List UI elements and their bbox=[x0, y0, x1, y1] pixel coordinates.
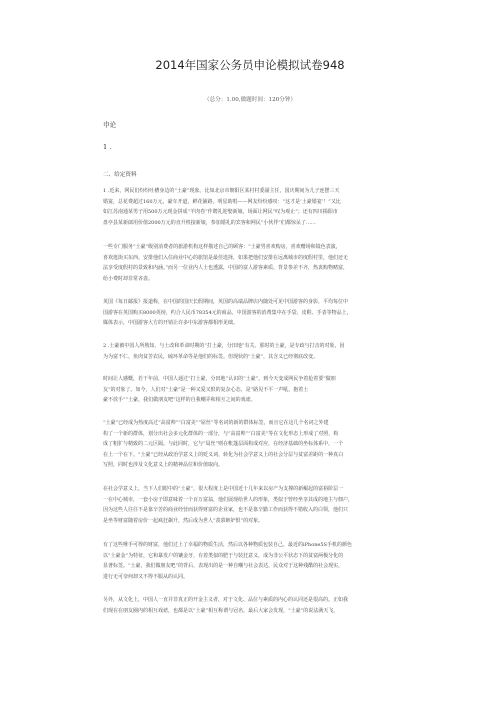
paragraph-line: 们现在在朋友圈内的相互戏谑，也都是以“土豪”相互称谓与冠名，最后大家会发现，“土豪”的说法满天飞， bbox=[103, 607, 339, 614]
paragraph-line: 显著标签。“土豪，我们做朋友吧”的背后，表现出的是一种自嘲与社会表达，民众对于这种残酷的社会现实， bbox=[103, 563, 344, 570]
paragraph-line: 一些专门服务“土豪”级别消费者的旅游机构这样描述自己的顾客：“土豪男喜欢购房，喜欢赠场和镜色表演， bbox=[103, 244, 341, 250]
document-subtitle: （总分：1.00,做题时间：120分钟） bbox=[203, 97, 297, 103]
paragraph-line: 在社会学意义上，当下人们眼中的“土豪”，很大程度上是中国近十几年来以房产为支撑的新崛起的富裕阶层一 bbox=[103, 486, 344, 492]
paragraph-line: 写照，同时也涉及文化意义上的精神品位和价值取向。 bbox=[103, 462, 224, 469]
paragraph-line: 另外，从文化上，中国人一直并非真正的开金主义者，对于文化、品位与素质的内心的认同还是很高的。正如我 bbox=[103, 597, 349, 603]
material-paragraph bbox=[103, 297, 403, 329]
question-number: 1 . bbox=[103, 143, 112, 151]
paragraph-line: 法享受度假村的景致和内涵。”而另一位业内人士也透露，中国的富人游客素质、背景参差不齐，热衷购物赌富， bbox=[103, 265, 349, 272]
material-paragraph bbox=[103, 341, 403, 362]
material-paragraph bbox=[103, 418, 403, 471]
paragraph-line: 媒体表示，中国游客大方的开销让许多中东游客都相形见绌。 bbox=[103, 320, 239, 327]
paragraph-line: “土豪”已经成为热度高过“高富帅”“白富美”“屌丝”等名词的新的群体标签，而且它在这几个名词之外建 bbox=[103, 420, 329, 426]
paragraph-line: 成了粗犷与精致的二元区隔。与此同时，它与“局丝”则在帐篷层面构成对应，在经济基础的坐标体系中，一个 bbox=[103, 441, 344, 448]
material-paragraph bbox=[103, 186, 403, 228]
section-label: 申论 bbox=[103, 121, 117, 129]
paragraph-line: 国游客在英国购买8000英镑，约合人民币78354元的商品。中国游客的消费集中在手袋、皮鞋、手表等物品上， bbox=[103, 309, 352, 316]
paragraph-line: 豪不放手”“土豪，我们做朋友吧”这样的自我嘲弄和相互之间的戏谑。 bbox=[103, 397, 256, 404]
given-materials-heading: 二、给定资料 bbox=[103, 172, 137, 178]
document-title: 2014年国家公务员申论模拟试卷948 bbox=[155, 58, 345, 72]
paragraph-line: 一在中心城市，一套小房子即意味着一个百万富翁，他们展现给世人的形象，类似于曾经坐享其成的地主与佃户， bbox=[103, 496, 354, 503]
paragraph-line: 时间让人感慨，若干年前，中国人通过“打土豪，分田地”认识的“土豪”，到今天变成网民争着抢着要“做朋 bbox=[103, 376, 336, 382]
material-paragraph bbox=[103, 484, 403, 526]
paragraph-line: 盘亭县某新郎用价值2000万元的直升机接新娘，参加婚礼的宾客和网民“小伙伴”们都惊呆了…… bbox=[103, 219, 316, 226]
paragraph-line: 友”的对象了。如今，人们对“土豪”是一种又爱又恨的复杂心态，是“路见不平一声吼，抱着土 bbox=[103, 386, 309, 393]
paragraph-line: 婚宴，总花费超过160万元，豪车开道，鲜花铺路，明星助唱——网友纷纷感叹：“这才是‘土豪婚宴’！”又比 bbox=[103, 198, 341, 205]
paragraph-line: 英国《每日邮报》报道称，在中国的国庆长假期间，英国的高端品牌店内随处可见中国游客的身影，平均每位中 bbox=[103, 299, 349, 305]
paragraph-line: 在上一个在下。“土豪”已经从政治学意义上的贬义词，转化为社会学意义上的社会分层与贫富差距的一种真白 bbox=[103, 451, 344, 458]
material-paragraph bbox=[103, 374, 403, 406]
paragraph-line: 给小费时却非常吝啬。 bbox=[103, 275, 154, 282]
paragraph-line: 因为这些人往往不是靠辛苦的商业经营而获得财富的企业家，也不是靠辛勤工作而获得不错收入的白领，他们只 bbox=[103, 507, 349, 514]
paragraph-line: 是坐等财富随着房价一起疯狂飙升，然后成为世人“羡慕嫉妒恨”的对象。 bbox=[103, 517, 264, 524]
material-paragraph bbox=[103, 540, 403, 582]
paragraph-line: 有了这些唾手可得的财富，他们过上了幸福的物质生活，然后以各种物质包装自己，最近的iPhone5S手机的颜色 bbox=[103, 542, 352, 548]
paragraph-line: 如江苏南通某男子用500万元现金拼成“羊肉卷”作聘礼迎娶新娘，场面让网民“叹为观止”；还有四川揭阳市 bbox=[103, 209, 338, 216]
paragraph-line: 为为富不仁、鱼肉贫苦农民，硫环革命等是他们的标签。但现状的“土豪”，其含义已经彻底改变。 bbox=[103, 353, 319, 360]
paragraph-line: 2 .土豪被中国人所熟知，与土改和革命时期的“打土豪，分田地”有关。那时的土豪，是专政与打击的对象，因 bbox=[103, 343, 345, 349]
paragraph-line: 喜欢逛街买东西。安排他们入住商业中心的旅馆是最佳选择，如果把他们安排在远离城市的度假村里，他们还无 bbox=[103, 254, 349, 261]
paragraph-line: 1 .近来，网民们纷纷吐槽身边的“土豪”现象。比如北京市朝阳区某村村委副主任，国庆期间为儿子连摆三天 bbox=[103, 188, 340, 194]
paragraph-line: 以“土豪金”为特征，它和暴发户的镶金牙，有着类似的肥于与装狂意义，成为非公平状态下的贫富两极分化的 bbox=[103, 552, 344, 559]
paragraph-line: 构了一个新的群体，划分出社会多元化群体的一部分，与“高富帅”“白富美”等在文化形态上形成了对照，构 bbox=[103, 430, 339, 437]
paragraph-line: 进行无可奈何却又不得不服从的认同。 bbox=[103, 573, 189, 580]
material-paragraph bbox=[103, 595, 403, 616]
material-paragraph bbox=[103, 242, 403, 284]
